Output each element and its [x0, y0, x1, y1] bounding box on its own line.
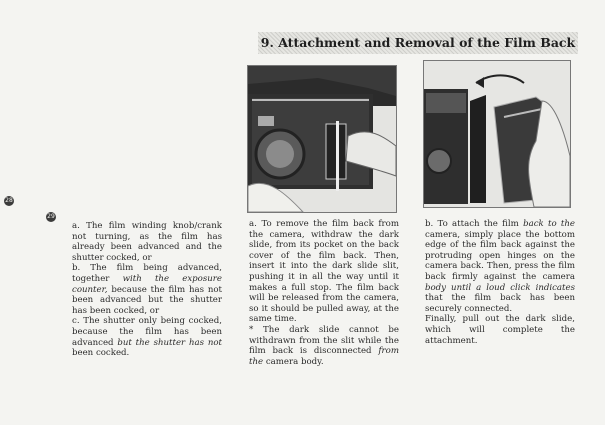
step-b-label: b.: [425, 219, 434, 229]
step-finally: Finally, pull out the dark slide, which will complete the attachment.: [425, 314, 575, 346]
item-b-label: b.: [72, 263, 81, 274]
note-text-1: The dark slide cannot be withdrawn from the slit while the film back is disconnected: [249, 324, 400, 357]
item-c-label: c.: [72, 316, 80, 327]
step-a-label: a.: [249, 219, 257, 229]
step-a: [249, 219, 399, 325]
item-a-label: a.: [72, 221, 80, 231]
section-number: 9.: [260, 35, 274, 50]
step-b-text-em-1: back to the: [523, 219, 576, 229]
photo-film-back-removal: [247, 65, 397, 213]
step-b-text-3: that the film back has been securely connected.: [425, 293, 575, 314]
item-c-text-em: but the shutter has not: [117, 337, 223, 348]
step-b: [425, 219, 575, 314]
step-b-text-2: camera, simply place the bottom edge of the film back against the protruding open hinges on the camera back. Then, press the film back firmly against the camera: [425, 229, 575, 282]
item-b-text-1: The film being advanced, together: [72, 263, 223, 284]
right-column-text: [425, 219, 575, 346]
step-b-text-em-2: body until a loud click indicates: [425, 282, 575, 293]
middle-column-text: [249, 219, 399, 367]
step-a-text: To remove the film back from the camera, withdraw the dark slide, from its pocket on the back cover of the film back. Then, insert it into the dark slide slit, pushing it in all the way until it makes a full stop. The film back will be released from the camera, so it should be pulled away, at the same time.: [249, 219, 399, 325]
camera-film-back-removal-icon: [248, 66, 396, 212]
note-text-em: from the: [249, 346, 399, 367]
item-b: [72, 263, 222, 316]
item-c-text-2: been cocked.: [72, 348, 130, 359]
item-c: [72, 316, 222, 358]
note: [249, 325, 399, 367]
heading-band: [258, 32, 578, 54]
note-mark: *: [249, 324, 254, 335]
camera-film-back-attachment-icon: [424, 61, 570, 207]
item-b-text-2: because the film has not been advanced but the shutter has been cocked, or: [72, 284, 223, 316]
section-title-text: Attachment and Removal of the Film Back: [278, 35, 576, 50]
photo-film-back-attachment: [423, 60, 571, 208]
page-number-right-marker: 29: [47, 213, 55, 220]
section-title: [258, 32, 578, 54]
page-number-left: 28: [5, 197, 13, 204]
note-text-2: camera body.: [265, 356, 324, 367]
step-b-text-1: To attach the film: [437, 219, 519, 229]
item-c-text-1: The shutter only being cocked, because the film has been advanced: [72, 316, 222, 348]
item-a: [72, 221, 222, 263]
item-b-text-em: with the exposure counter,: [72, 273, 222, 295]
item-a-text: The film winding knob/crank not turning, as the film has already been advanced and the shutter cocked, or: [72, 221, 223, 263]
left-page: [0, 0, 250, 425]
left-column-text: [72, 221, 222, 359]
